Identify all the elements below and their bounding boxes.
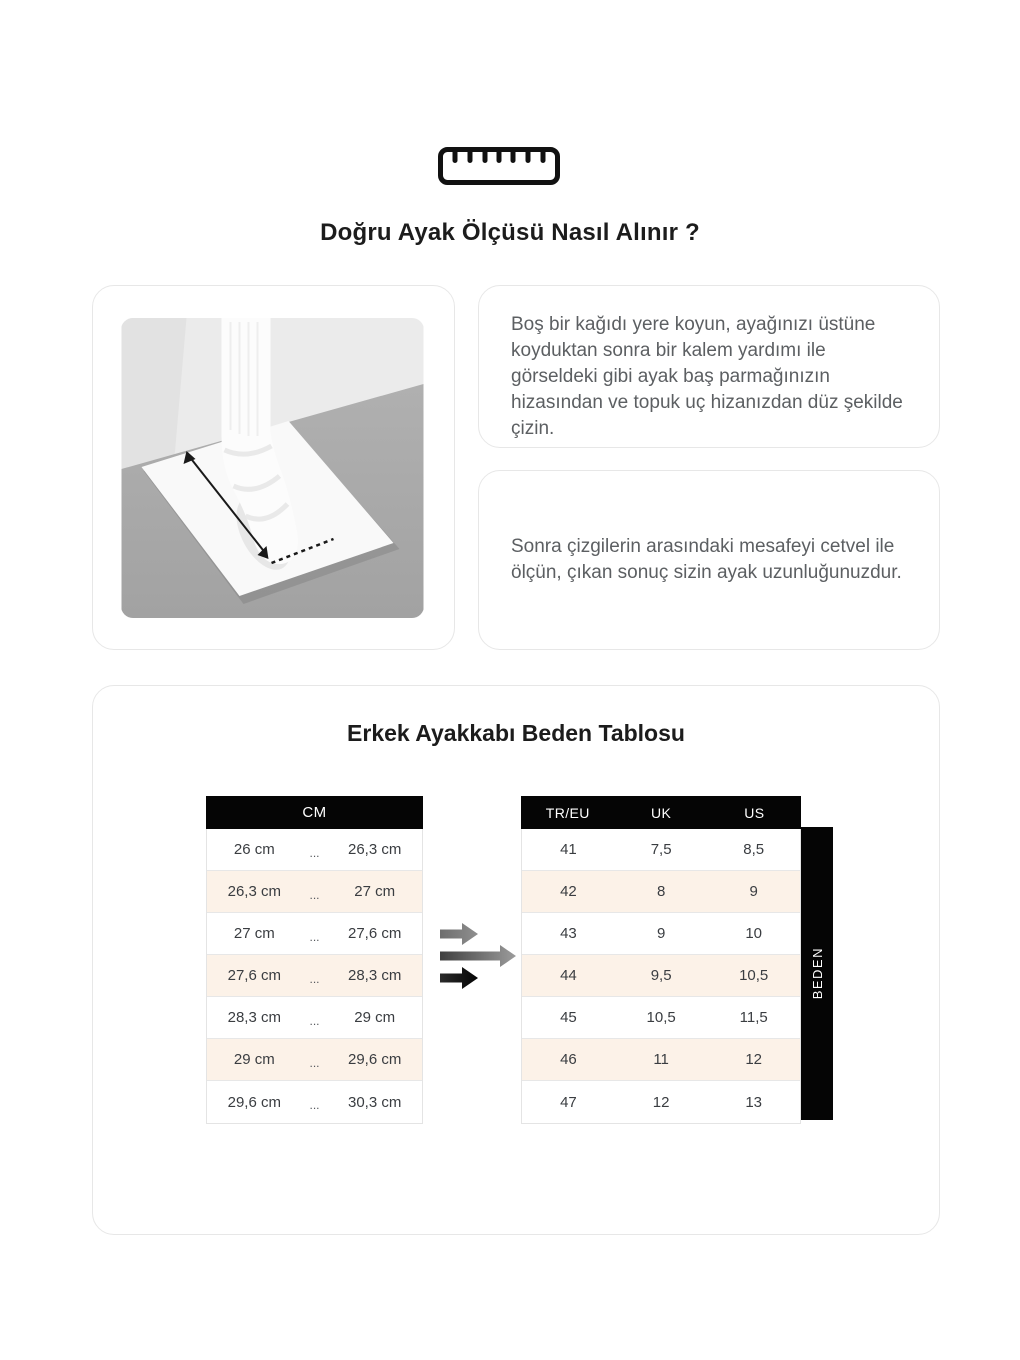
cell-tr-eu: 45 xyxy=(560,1009,577,1026)
cm-from: 29,6 cm xyxy=(227,1093,281,1111)
foot-measurement-photo xyxy=(121,318,424,618)
cm-table-header xyxy=(206,796,423,829)
range-separator: ... xyxy=(309,1055,320,1070)
cell-uk: 9,5 xyxy=(650,967,672,984)
cm-row xyxy=(207,913,422,955)
cell-uk: 8 xyxy=(656,883,666,900)
header-us: US xyxy=(744,804,765,821)
cell-uk: 9 xyxy=(656,925,666,942)
size-row xyxy=(522,829,800,871)
cell-us: 10,5 xyxy=(739,967,769,984)
cm-from: 26,3 cm xyxy=(227,883,281,900)
size-row xyxy=(522,913,800,955)
cm-from: 27 cm xyxy=(233,925,275,942)
cm-from: 27,6 cm xyxy=(227,967,281,984)
cell-us: 13 xyxy=(745,1093,763,1111)
cell-tr-eu: 43 xyxy=(560,925,577,942)
cm-to: 29,6 cm xyxy=(348,1051,402,1068)
cell-uk: 10,5 xyxy=(646,1009,676,1026)
cm-row xyxy=(207,1081,422,1123)
cell-us: 8,5 xyxy=(743,841,765,858)
header-uk: UK xyxy=(651,804,672,821)
cm-row xyxy=(207,829,422,871)
page-title: Doğru Ayak Ölçüsü Nasıl Alınır ? xyxy=(320,219,700,246)
range-separator: ... xyxy=(309,1098,320,1112)
size-row xyxy=(522,997,800,1039)
cell-uk: 7,5 xyxy=(650,841,672,858)
cm-row xyxy=(207,997,422,1039)
size-row xyxy=(522,1081,800,1123)
cm-to: 28,3 cm xyxy=(348,967,402,984)
cm-row xyxy=(207,955,422,997)
range-separator: ... xyxy=(309,971,320,986)
beden-side-strip xyxy=(801,827,833,1120)
ruler-icon xyxy=(438,147,560,185)
cm-header-label: CM xyxy=(302,804,327,821)
instruction-card-1 xyxy=(478,285,940,448)
size-chart-card xyxy=(92,685,940,1235)
cm-to: 27 cm xyxy=(354,883,396,900)
cell-uk: 11 xyxy=(653,1051,669,1068)
size-table-body xyxy=(521,829,801,1124)
cm-to: 26,3 cm xyxy=(348,841,402,858)
cell-us: 9 xyxy=(749,883,758,900)
cell-tr-eu: 44 xyxy=(560,967,577,984)
size-row xyxy=(522,1039,800,1081)
cm-to: 29 cm xyxy=(354,1009,396,1026)
cm-table xyxy=(206,796,423,1124)
instruction-step-2: Sonra çizgilerin arasındaki mesafeyi cetvel ile ölçün, çıkan sonuç sizin ayak uzunluğunuzdur. xyxy=(511,536,902,583)
instruction-card-2 xyxy=(478,470,940,650)
size-row xyxy=(522,871,800,913)
cell-us: 12 xyxy=(745,1051,763,1068)
cm-to: 30,3 cm xyxy=(348,1093,402,1111)
range-separator: ... xyxy=(309,1013,320,1028)
foot-measurement-illustration xyxy=(121,318,424,618)
beden-label: BEDEN xyxy=(809,947,825,1000)
size-chart-title: Erkek Ayakkabı Beden Tablosu xyxy=(347,720,685,746)
cm-from: 29 cm xyxy=(233,1051,275,1068)
measurement-photo-card xyxy=(92,285,455,650)
range-separator: ... xyxy=(309,887,320,902)
size-conversion-arrows-icon xyxy=(438,916,518,996)
cm-to: 27,6 cm xyxy=(348,925,402,942)
cm-row xyxy=(207,871,422,913)
cm-table-body xyxy=(206,829,423,1124)
cell-tr-eu: 47 xyxy=(560,1093,577,1111)
cell-tr-eu: 41 xyxy=(560,841,577,858)
range-separator: ... xyxy=(309,929,320,944)
cell-tr-eu: 46 xyxy=(560,1051,577,1068)
cell-us: 10 xyxy=(745,925,763,942)
cm-from: 28,3 cm xyxy=(227,1009,281,1026)
instruction-step-1: Boş bir kağıdı yere koyun, ayağınızı üstüne koyduktan sonra bir kalem yardımı ile görseldeki gibi ayak baş parmağınızın hizasından ve topuk uç hizanızdan düz şekilde çizin. xyxy=(511,314,903,439)
header-tr-eu: TR/EU xyxy=(545,804,590,821)
cm-row xyxy=(207,1039,422,1081)
size-table-header xyxy=(521,796,801,829)
range-separator: ... xyxy=(309,845,320,860)
cell-us: 11,5 xyxy=(739,1009,768,1026)
cm-from: 26 cm xyxy=(233,841,275,858)
cell-uk: 12 xyxy=(652,1093,670,1111)
size-table xyxy=(521,796,801,1124)
cell-tr-eu: 42 xyxy=(560,883,577,900)
size-row xyxy=(522,955,800,997)
